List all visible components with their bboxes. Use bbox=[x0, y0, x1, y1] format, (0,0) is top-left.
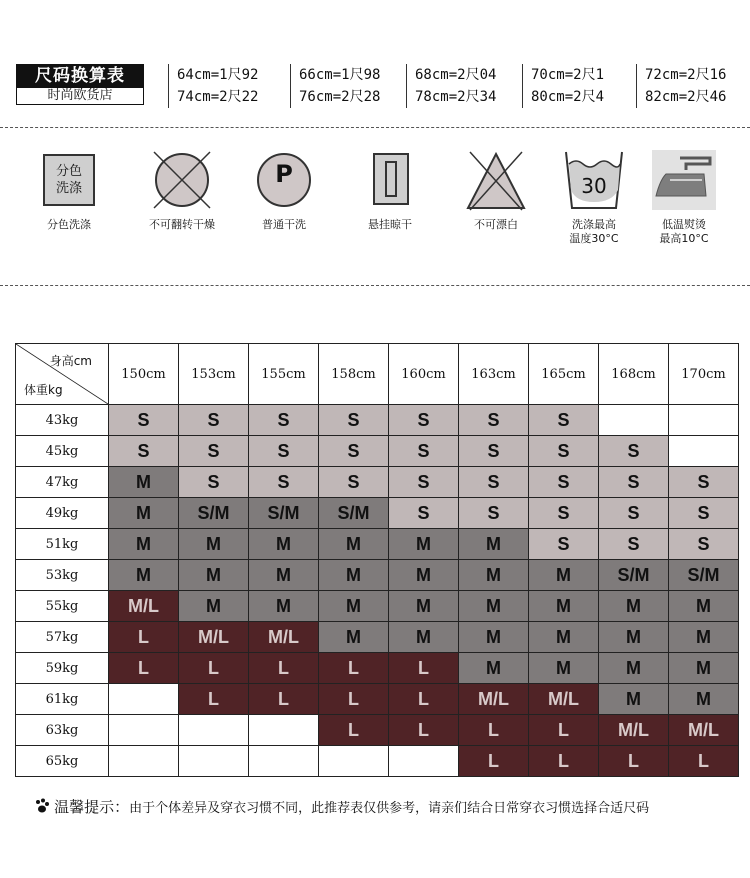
table-row bbox=[16, 560, 739, 591]
size-cell: M bbox=[179, 591, 249, 622]
care-label bbox=[549, 218, 639, 246]
page-title: 尺码换算表 bbox=[16, 64, 144, 88]
weight-cell: 51kg bbox=[16, 529, 109, 560]
separate-wash-icon-text: 分色 洗涤 bbox=[43, 154, 95, 206]
size-cell: S bbox=[249, 436, 319, 467]
size-cell: M bbox=[599, 653, 669, 684]
table-row bbox=[16, 684, 739, 715]
size-cell: M bbox=[109, 529, 179, 560]
weight-cell: 47kg bbox=[16, 467, 109, 498]
size-cell: L bbox=[319, 653, 389, 684]
size-cell: M bbox=[529, 591, 599, 622]
size-cell: M bbox=[389, 622, 459, 653]
size-cell: S bbox=[389, 498, 459, 529]
conversion-entry: 70cm=2尺1 bbox=[522, 64, 636, 86]
size-cell: M bbox=[669, 653, 739, 684]
height-header-cell: 150cm bbox=[109, 344, 179, 405]
paw-icon bbox=[34, 798, 50, 814]
care-item-hang-dry bbox=[345, 150, 435, 232]
height-header-cell: 158cm bbox=[319, 344, 389, 405]
dry-clean-p-icon bbox=[252, 150, 316, 214]
size-cell: M bbox=[599, 591, 669, 622]
store-name: 时尚欧货店 bbox=[16, 88, 144, 105]
table-header-row bbox=[16, 344, 739, 405]
size-cell: S bbox=[389, 436, 459, 467]
size-cell: M bbox=[459, 591, 529, 622]
size-cell: S bbox=[459, 436, 529, 467]
size-cell: L bbox=[669, 746, 739, 777]
table-row bbox=[16, 467, 739, 498]
size-cell: S bbox=[459, 467, 529, 498]
care-item-wash-30 bbox=[549, 150, 639, 246]
care-item-separate-wash bbox=[24, 150, 114, 232]
hang-dry-icon bbox=[358, 150, 422, 214]
size-cell: M bbox=[529, 560, 599, 591]
size-cell: L bbox=[179, 653, 249, 684]
size-cell: S bbox=[179, 405, 249, 436]
size-cell: L bbox=[389, 653, 459, 684]
size-cell: L bbox=[459, 715, 529, 746]
size-cell: L bbox=[389, 715, 459, 746]
size-cell: S/M bbox=[179, 498, 249, 529]
conversion-entry: 78cm=2尺34 bbox=[406, 86, 522, 108]
size-cell: M/L bbox=[179, 622, 249, 653]
dry-clean-letter: P bbox=[275, 160, 293, 188]
size-cell: S bbox=[669, 529, 739, 560]
low-iron-icon bbox=[652, 150, 716, 214]
size-cell: S bbox=[529, 436, 599, 467]
size-cell: S bbox=[109, 405, 179, 436]
size-cell bbox=[669, 436, 739, 467]
no-tumble-dry-icon bbox=[150, 150, 214, 214]
size-cell: S bbox=[459, 405, 529, 436]
size-cell bbox=[249, 715, 319, 746]
divider bbox=[0, 285, 750, 286]
size-chart-title-block bbox=[16, 64, 144, 105]
care-label bbox=[639, 218, 729, 246]
table-row bbox=[16, 529, 739, 560]
size-cell: S bbox=[599, 467, 669, 498]
size-cell: M bbox=[389, 591, 459, 622]
wash-temp-number: 30 bbox=[581, 174, 607, 198]
size-cell bbox=[109, 746, 179, 777]
size-cell: M bbox=[319, 591, 389, 622]
table-row bbox=[16, 591, 739, 622]
size-cell: S bbox=[319, 436, 389, 467]
size-cell: L bbox=[529, 715, 599, 746]
table-corner bbox=[16, 344, 109, 405]
size-cell bbox=[669, 405, 739, 436]
size-cell: S bbox=[179, 436, 249, 467]
size-cell: M bbox=[599, 684, 669, 715]
size-cell: M bbox=[529, 653, 599, 684]
weight-cell: 55kg bbox=[16, 591, 109, 622]
size-cell: S bbox=[669, 467, 739, 498]
conversion-entry: 66cm=1尺98 bbox=[290, 64, 406, 86]
size-cell: S/M bbox=[249, 498, 319, 529]
size-cell bbox=[319, 746, 389, 777]
care-label: 悬挂晾干 bbox=[368, 218, 412, 231]
height-header-cell: 168cm bbox=[599, 344, 669, 405]
weight-cell: 59kg bbox=[16, 653, 109, 684]
size-cell: S bbox=[389, 405, 459, 436]
size-cell: M bbox=[669, 622, 739, 653]
size-cell: S bbox=[599, 436, 669, 467]
size-cell: L bbox=[179, 684, 249, 715]
weight-cell: 45kg bbox=[16, 436, 109, 467]
weight-cell: 57kg bbox=[16, 622, 109, 653]
size-recommendation-table bbox=[15, 343, 739, 777]
conversion-entry: 64cm=1尺92 bbox=[168, 64, 290, 86]
size-cell: S bbox=[389, 467, 459, 498]
height-header-cell: 163cm bbox=[459, 344, 529, 405]
size-cell bbox=[249, 746, 319, 777]
tip-note bbox=[34, 796, 649, 817]
size-cell: S bbox=[669, 498, 739, 529]
height-axis-label: 身高cm bbox=[49, 354, 92, 368]
size-cell: M bbox=[669, 591, 739, 622]
conversion-entry: 76cm=2尺28 bbox=[290, 86, 406, 108]
size-cell: M bbox=[529, 622, 599, 653]
size-cell: S/M bbox=[669, 560, 739, 591]
height-header-cell: 153cm bbox=[179, 344, 249, 405]
table-row bbox=[16, 715, 739, 746]
size-cell: S bbox=[109, 436, 179, 467]
size-cell: M bbox=[319, 560, 389, 591]
size-cell bbox=[109, 715, 179, 746]
size-cell: S bbox=[249, 467, 319, 498]
care-label: 不可翻转干燥 bbox=[149, 218, 215, 231]
size-cell: S bbox=[599, 498, 669, 529]
tip-text: 由于个体差异及穿衣习惯不同，此推荐表仅供参考，请亲们结合日常穿衣习惯选择合适尺码 bbox=[129, 801, 650, 816]
size-cell: L bbox=[109, 622, 179, 653]
conversion-entry: 68cm=2尺04 bbox=[406, 64, 522, 86]
care-item-dry-clean bbox=[239, 150, 329, 232]
weight-cell: 49kg bbox=[16, 498, 109, 529]
table-row bbox=[16, 653, 739, 684]
size-cell: M bbox=[459, 653, 529, 684]
size-cell: M/L bbox=[669, 715, 739, 746]
separate-wash-icon bbox=[37, 150, 101, 214]
size-cell: L bbox=[319, 684, 389, 715]
table-row bbox=[16, 436, 739, 467]
size-cell: S bbox=[179, 467, 249, 498]
size-cell: S bbox=[319, 405, 389, 436]
care-label-line: 最高10°C bbox=[659, 232, 709, 245]
size-cell: M bbox=[319, 622, 389, 653]
divider bbox=[0, 127, 750, 128]
size-cell: L bbox=[249, 684, 319, 715]
height-header-cell: 165cm bbox=[529, 344, 599, 405]
size-cell: L bbox=[459, 746, 529, 777]
size-cell: M bbox=[179, 529, 249, 560]
size-cell: S bbox=[249, 405, 319, 436]
size-cell: M bbox=[249, 560, 319, 591]
conversion-entry: 80cm=2尺4 bbox=[522, 86, 636, 108]
size-cell: M bbox=[249, 591, 319, 622]
care-label-line: 低温熨烫 bbox=[662, 218, 706, 231]
height-header-cell: 155cm bbox=[249, 344, 319, 405]
size-cell: M bbox=[389, 560, 459, 591]
size-cell bbox=[109, 684, 179, 715]
size-cell: L bbox=[599, 746, 669, 777]
size-cell: L bbox=[319, 715, 389, 746]
weight-cell: 61kg bbox=[16, 684, 109, 715]
height-header-cell: 170cm bbox=[669, 344, 739, 405]
size-cell: S bbox=[529, 405, 599, 436]
size-cell: M/L bbox=[459, 684, 529, 715]
care-label-line: 洗涤最高 bbox=[572, 218, 616, 231]
care-label: 分色洗涤 bbox=[47, 218, 91, 231]
size-cell: M bbox=[179, 560, 249, 591]
size-cell: S bbox=[599, 529, 669, 560]
size-cell: M/L bbox=[109, 591, 179, 622]
table-row bbox=[16, 622, 739, 653]
no-bleach-icon bbox=[464, 150, 528, 214]
care-item-no-tumble-dry bbox=[137, 150, 227, 232]
height-header-cell: 160cm bbox=[389, 344, 459, 405]
size-cell: M bbox=[389, 529, 459, 560]
conversion-entry: 82cm=2尺46 bbox=[636, 86, 746, 108]
size-cell: L bbox=[389, 684, 459, 715]
table-row bbox=[16, 405, 739, 436]
size-cell: M bbox=[459, 560, 529, 591]
size-cell: S bbox=[529, 467, 599, 498]
care-label: 普通干洗 bbox=[262, 218, 306, 231]
size-cell: M bbox=[599, 622, 669, 653]
waist-conversion-grid bbox=[168, 64, 746, 108]
size-cell: S/M bbox=[599, 560, 669, 591]
conversion-entry: 74cm=2尺22 bbox=[168, 86, 290, 108]
care-label: 不可漂白 bbox=[474, 218, 518, 231]
care-item-low-iron bbox=[639, 150, 729, 246]
size-cell: M bbox=[459, 529, 529, 560]
size-cell: S bbox=[319, 467, 389, 498]
weight-axis-label: 体重kg bbox=[24, 383, 63, 397]
size-cell bbox=[599, 405, 669, 436]
size-cell: M bbox=[459, 622, 529, 653]
size-cell: L bbox=[109, 653, 179, 684]
size-cell: S bbox=[459, 498, 529, 529]
size-cell: M bbox=[109, 498, 179, 529]
size-cell bbox=[179, 715, 249, 746]
size-cell: S/M bbox=[319, 498, 389, 529]
wash-30-icon bbox=[562, 150, 626, 214]
size-cell: M bbox=[669, 684, 739, 715]
size-cell: L bbox=[249, 653, 319, 684]
size-cell: M/L bbox=[529, 684, 599, 715]
size-cell: M/L bbox=[599, 715, 669, 746]
size-cell: M bbox=[109, 467, 179, 498]
size-cell bbox=[179, 746, 249, 777]
size-cell: M bbox=[319, 529, 389, 560]
size-cell: S bbox=[529, 498, 599, 529]
size-cell bbox=[389, 746, 459, 777]
weight-cell: 65kg bbox=[16, 746, 109, 777]
weight-cell: 43kg bbox=[16, 405, 109, 436]
size-cell: L bbox=[529, 746, 599, 777]
size-cell: M bbox=[249, 529, 319, 560]
tip-prefix: 温馨提示： bbox=[54, 798, 130, 816]
weight-cell: 63kg bbox=[16, 715, 109, 746]
size-cell: M/L bbox=[249, 622, 319, 653]
size-cell: M bbox=[109, 560, 179, 591]
table-row bbox=[16, 746, 739, 777]
weight-cell: 53kg bbox=[16, 560, 109, 591]
conversion-entry: 72cm=2尺16 bbox=[636, 64, 746, 86]
care-item-no-bleach bbox=[451, 150, 541, 232]
table-row bbox=[16, 498, 739, 529]
care-label-line: 温度30°C bbox=[569, 232, 619, 245]
size-cell: S bbox=[529, 529, 599, 560]
